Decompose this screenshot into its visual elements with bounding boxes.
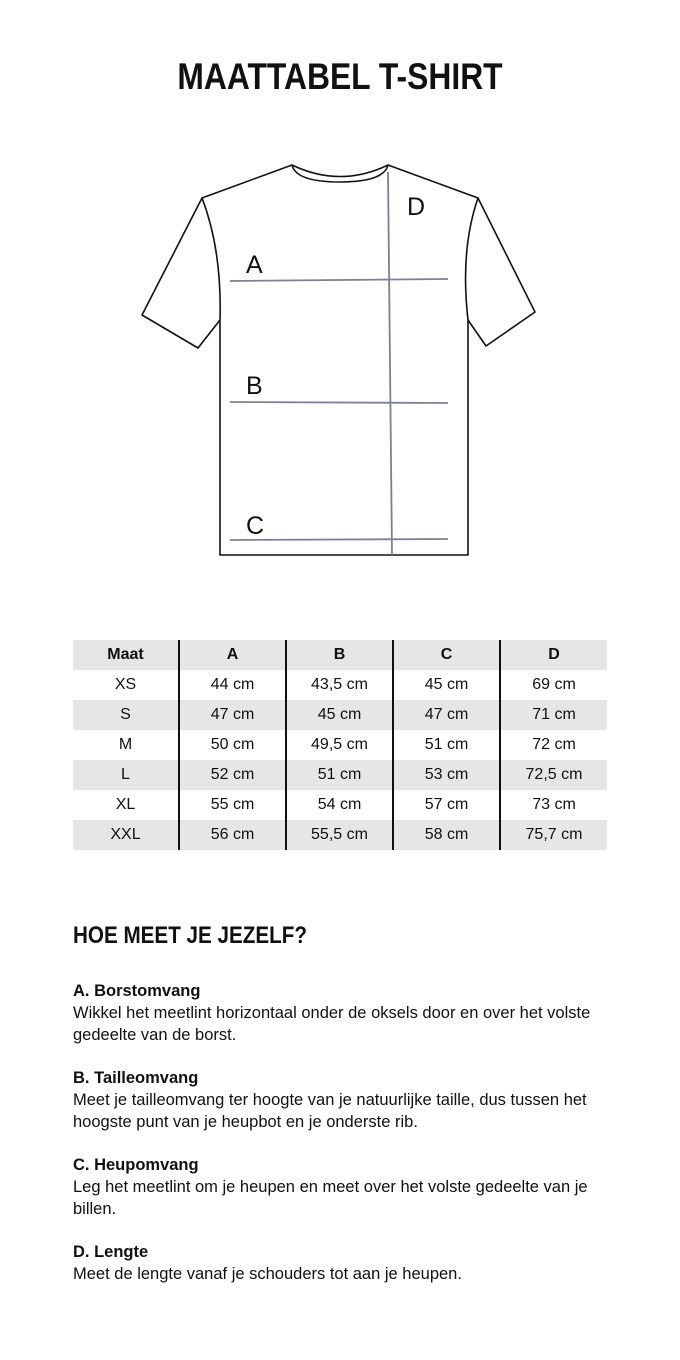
tshirt-outline-svg bbox=[130, 150, 550, 570]
measure-heading: A. Borstomvang bbox=[73, 982, 201, 1000]
table-row bbox=[73, 790, 607, 820]
table-cell: 43,5 cm bbox=[286, 670, 393, 700]
table-cell: 50 cm bbox=[179, 730, 286, 760]
table-row bbox=[73, 760, 607, 790]
table-cell: 51 cm bbox=[286, 760, 393, 790]
header-cell: B bbox=[286, 640, 393, 670]
measure-item-length bbox=[73, 1241, 613, 1285]
size-table-header-row bbox=[73, 640, 607, 670]
table-cell: 47 cm bbox=[393, 700, 500, 730]
table-cell: 47 cm bbox=[179, 700, 286, 730]
table-cell: 53 cm bbox=[393, 760, 500, 790]
table-cell: 72,5 cm bbox=[500, 760, 607, 790]
measure-line-d bbox=[388, 172, 392, 555]
measure-description: Wikkel het meetlint horizontaal onder de oksels door en over het volste gedeelte van de borst. bbox=[73, 1004, 591, 1044]
tshirt-diagram bbox=[130, 150, 550, 570]
header-cell: A bbox=[179, 640, 286, 670]
table-cell: M bbox=[73, 730, 179, 760]
measure-instructions bbox=[73, 980, 613, 1306]
measure-label-d: D bbox=[407, 193, 426, 221]
table-cell: S bbox=[73, 700, 179, 730]
table-cell: 52 cm bbox=[179, 760, 286, 790]
page-title: MAATTABEL T-SHIRT bbox=[177, 56, 503, 97]
measure-item-chest bbox=[73, 980, 613, 1046]
table-cell: 55,5 cm bbox=[286, 820, 393, 850]
measure-description: Meet je tailleomvang ter hoogte van je natuurlijke taille, dus tussen het hoogste punt van je heupbot en je onderste rib. bbox=[73, 1091, 587, 1131]
table-cell: 45 cm bbox=[286, 700, 393, 730]
table-row bbox=[73, 730, 607, 760]
header-cell: C bbox=[393, 640, 500, 670]
header-cell: Maat bbox=[73, 640, 179, 670]
measure-label-c: C bbox=[246, 512, 265, 540]
measure-heading: B. Tailleomvang bbox=[73, 1069, 199, 1087]
table-cell: 57 cm bbox=[393, 790, 500, 820]
table-cell: 45 cm bbox=[393, 670, 500, 700]
tshirt-left-sleeve-seam bbox=[202, 198, 220, 320]
measure-label-b: B bbox=[246, 372, 263, 400]
measure-item-hips bbox=[73, 1154, 613, 1220]
table-cell: 55 cm bbox=[179, 790, 286, 820]
table-row bbox=[73, 820, 607, 850]
table-cell: 54 cm bbox=[286, 790, 393, 820]
measure-item-waist bbox=[73, 1067, 613, 1133]
table-row bbox=[73, 700, 607, 730]
tshirt-right-sleeve-seam bbox=[466, 198, 478, 320]
measure-line-b bbox=[230, 402, 448, 403]
tshirt-collar bbox=[292, 165, 388, 182]
table-cell: 51 cm bbox=[393, 730, 500, 760]
table-cell: XS bbox=[73, 670, 179, 700]
howto-title: HOE MEET JE JEZELF? bbox=[73, 922, 307, 949]
measure-label-a: A bbox=[246, 251, 263, 279]
table-cell: 49,5 cm bbox=[286, 730, 393, 760]
table-cell: XL bbox=[73, 790, 179, 820]
table-cell: 58 cm bbox=[393, 820, 500, 850]
table-cell: 56 cm bbox=[179, 820, 286, 850]
table-cell: 71 cm bbox=[500, 700, 607, 730]
table-cell: 72 cm bbox=[500, 730, 607, 760]
measure-description: Meet de lengte vanaf je schouders tot aan je heupen. bbox=[73, 1265, 462, 1283]
measure-heading: D. Lengte bbox=[73, 1243, 149, 1261]
table-cell: 75,7 cm bbox=[500, 820, 607, 850]
size-table bbox=[73, 640, 607, 850]
table-row bbox=[73, 670, 607, 700]
table-cell: L bbox=[73, 760, 179, 790]
measure-description: Leg het meetlint om je heupen en meet over het volste gedeelte van je billen. bbox=[73, 1178, 588, 1218]
header-cell: D bbox=[500, 640, 607, 670]
table-cell: 44 cm bbox=[179, 670, 286, 700]
tshirt-body-outline bbox=[142, 165, 535, 555]
table-cell: 69 cm bbox=[500, 670, 607, 700]
measure-line-a bbox=[230, 279, 448, 281]
measure-heading: C. Heupomvang bbox=[73, 1156, 199, 1174]
table-cell: XXL bbox=[73, 820, 179, 850]
table-cell: 73 cm bbox=[500, 790, 607, 820]
